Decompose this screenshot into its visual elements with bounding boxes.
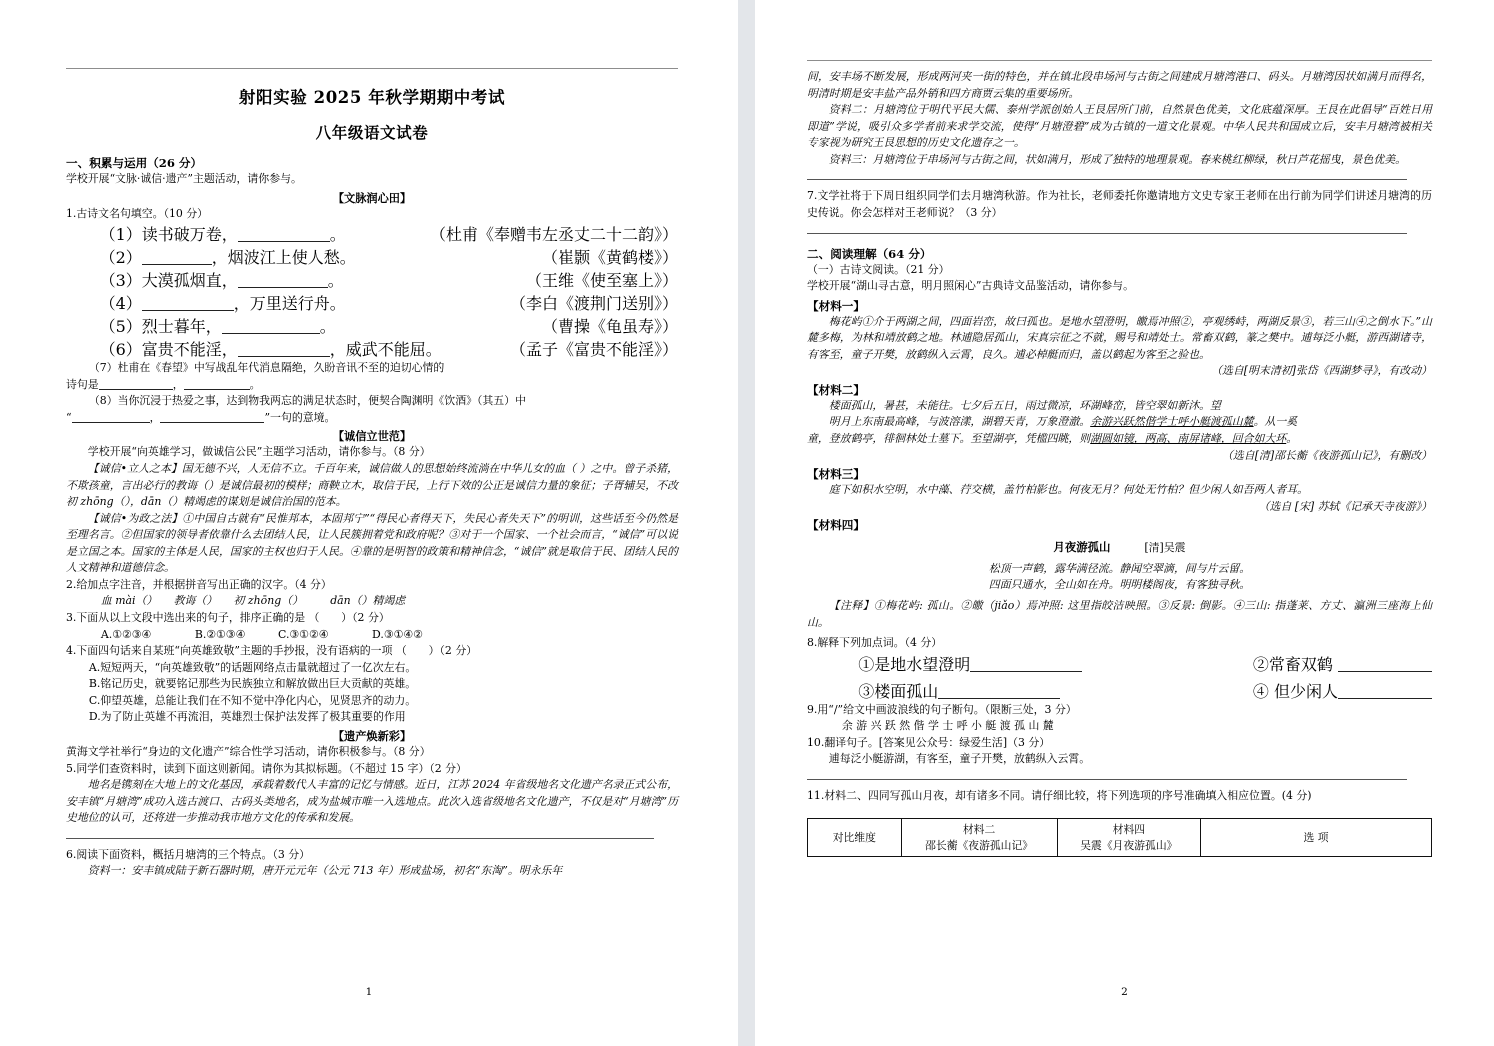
material-2-underlined-sentence-2: 湖圆如镜，两高、南屏诸峰，回合如大环 — [1090, 432, 1287, 445]
q1-item-8-mid: ， — [149, 410, 161, 424]
material-4-poem-line-1: 松顶一声鹤，露华满径流。静闻空翠滴，间与片云留。 — [988, 561, 1251, 575]
q1-item-1-source: （杜甫《奉赠韦左丞丈二十二韵》） — [429, 225, 678, 245]
answer-rule-q6 — [807, 179, 1407, 180]
question-4: 4.下面四句话来自某班“向英雄致敬”主题的手抄报，没有语病的一项 （ ）（2 分） — [66, 644, 478, 658]
q1-item-8-end: ”一句的意境。 — [264, 410, 336, 424]
section-2-intro: 学校开展“湖山寻古意，明月照闲心”古典诗文品鉴活动，请你参与。 — [807, 279, 1134, 293]
q1-item-2 — [66, 245, 678, 268]
table-header-options-line1: 选 项 — [1303, 831, 1329, 845]
material-3-body: 庭下如积水空明，水中藻、荇交横，盖竹柏影也。何夜无月？何处无竹柏？但少闲人如吾两人者耳。 — [828, 483, 1308, 497]
q1-item-5-source: （曹操《龟虽寿》） — [541, 317, 678, 337]
q1-item-4-source: （李白《渡荆门送别》） — [509, 294, 678, 314]
q1-item-2-source: （崔颢《黄鹤楼》） — [541, 248, 678, 268]
material-4-title-line — [807, 539, 1432, 557]
material-2-label: 【材料二】 — [807, 382, 865, 397]
q1-item-2-text: （2） — [99, 248, 142, 268]
q1-item-4 — [66, 291, 678, 314]
question-5-news-body: 地名是镌刻在大地上的文化基因，承载着数代人丰富的记忆与情感。近日，江苏 2024 年省级地名文化遗产名录正式公布，安丰镇“月塘湾”成功入选古渡口、古码头类地名，成为盐城市唯一入选地点。此次入选省级地名文化遗产，不仅是对“月塘湾”历史地位的认可，还将进一步推动我市地方文化的传承和发展。 — [66, 778, 678, 825]
question-5: 5.同学们查资料时，读到下面这则新闻。请你为其拟标题。（不超过 15 字）（2 分） — [66, 761, 467, 775]
question-8-item-2-label: ②常畜双鹤 — [1252, 654, 1338, 674]
q1-item-3-source: （王维《使至塞上》） — [525, 271, 678, 291]
table-header-material4-line1: 材料四 — [1112, 823, 1146, 837]
question-1: 1.古诗文名句填空。（10 分） — [66, 206, 209, 220]
q1-item-7-line2 — [66, 377, 678, 394]
question-8-item-4-label: ④ 但少闲人 — [1252, 681, 1338, 701]
question-4-option-c[interactable]: C.仰望英雄，总能让我们在不知不觉中净化内心，见贤思齐的动力。 — [88, 693, 417, 707]
material-2-line-3 — [807, 431, 1432, 448]
material-3-text: 资料三：月塘湾位于串场河与古街之间，状如满月，形成了独特的地理景观。春来桃红柳绿，秋日芦花摇曳，景色优美。 — [828, 152, 1407, 166]
q1-item-3-text: （3）大漠孤烟直， — [99, 271, 238, 291]
material-2-line-2-a: 明月上东南最高峰，与波溶漾，湖碧天青，万象澄澈。 — [828, 415, 1091, 429]
material-4-poem-author: [清]吴震 — [1144, 541, 1186, 555]
section-2-heading: 二、阅读理解（64 分） — [807, 246, 932, 261]
q1-item-8-line1: （8）当你沉浸于热爱之事，达到物我两忘的满足状态时，便契合陶渊明《饮酒》（其五）中 — [88, 394, 526, 408]
answer-rule-q5 — [66, 838, 654, 839]
question-8: 8.解释下列加点词。（4 分） — [807, 636, 943, 650]
material-2-line-3-a: 童，登放鹤亭，徘徊林处士墓下。至望湖亭，凭槛四眺，则 — [807, 432, 1091, 445]
q1-item-6-blank[interactable] — [238, 356, 330, 357]
material-2-text: 资料二：月塘湾位于明代平民大儒、泰州学派创始人王艮居所门前，自然景色优美，文化底蕴深厚。王艮在此倡导“百姓日用即道”学说，吸引众多学者前来求学交流，使得“月塘澄碧”成为古镇的一道文化景观。中华人民共和国成立后，安丰月塘湾被相关专家视为研究王艮思想的历史文化遗存之一。 — [807, 103, 1432, 150]
question-10-sentence: 逋每泛小艇游湖，有客至，童子开樊，放鹤纵入云霄。 — [828, 752, 1091, 766]
material-2-line-2 — [807, 414, 1432, 431]
material-2-line-1: 楼面孤山，暑甚，未能往。七夕后五日，雨过微凉，环湖峰峦，皆空翠如新沐。望 — [828, 398, 1221, 412]
q1-item-8-prefix: “ — [66, 410, 72, 424]
page-title: 射阳实验 2025 年秋学期期中考试 — [238, 88, 506, 107]
page-subtitle: 八年级语文试卷 — [315, 123, 429, 142]
material-1-label: 【材料一】 — [807, 298, 865, 313]
chengxin-paragraph-2: 【诚信•为政之法】①中国自古就有“民惟邦本，本固邦宁”“得民心者得天下，失民心者失天下”的明训，这些话至今仍然是至理名言。②但国家的领导者依靠什么去团结人民，让人民簇拥着党和政府呢？③对于一个国家、一个社会而言，“诚信”可以说是立国之本。国家的主体是人民，国家的主权也归于人民。④靠的是明智的政策和精神信念，“诚信”就是取信于民、团结人民的人文精神和道德信念。 — [66, 511, 678, 575]
page-2 — [755, 0, 1494, 1046]
q1-item-6 — [66, 337, 678, 360]
material-notes: 【注释】①梅花屿: 孤山。②皦（jiǎo）焉冲照: 这里指皎洁映照。③反景: 倒影。④三山: 指蓬莱、方丈、瀛洲三座海上仙山。 — [807, 598, 1432, 629]
q1-item-8-line2 — [66, 410, 678, 427]
section-2-subheading: （一）古诗文阅读。（21 分） — [807, 262, 950, 276]
chengxin-intro: 学校开展“向英雄学习，做诚信公民”主题学习活动，请你参与。（8 分） — [87, 445, 431, 459]
bracket-heading-yichan: 【遗产焕新彩】 — [332, 728, 412, 743]
question-6-material-1: 资料一：安丰镇成陆于新石器时期，唐开元元年（公元 713 年）形成盐场，初名“东淘”。明永乐年 — [87, 864, 563, 878]
question-8-item-3-blank[interactable] — [938, 698, 1060, 699]
material-1-body: 梅花屿①介于两湖之间，四面岩峦，故曰孤也。是地水望澄明，皦焉冲照②，亭观绣峙，两湖反景③，若三山④之倒水下。”山麓多梅，为林和靖放鹤之地。林逋隐居孤山，宋真宗征之不就，赐号和靖处士。常畜双鹤，篆之樊中。逋每泛小艇，游西湖诸寺，有客至，童子开樊，放鹤纵入云霄，良久。逋必棹艇而归，盖以鹤起为客至之验也。 — [807, 314, 1432, 361]
q1-item-5-tail: 。 — [319, 317, 336, 337]
question-8-item-3-label: ③楼面孤山 — [858, 681, 939, 701]
material-2-line-3-b: 。 — [1286, 432, 1298, 445]
question-8-item-1-blank[interactable] — [970, 671, 1082, 672]
q1-item-7-mid: ， — [172, 377, 184, 391]
table-header-material2-line2: 邵长蘅《夜游孤山记》 — [925, 838, 1034, 852]
question-4-option-d[interactable]: D.为了防止英雄不再流泪，英雄烈士保护法发挥了极其重要的作用 — [88, 710, 406, 724]
material-3-label: 【材料三】 — [807, 467, 865, 482]
q1-item-8-blank-a[interactable] — [72, 422, 150, 423]
table-row — [808, 819, 1432, 857]
yichan-intro: 黄海文学社举行“身边的文化遗产”综合性学习活动，请你积极参与。（8 分） — [66, 744, 431, 758]
table-header-material4 — [1057, 819, 1201, 857]
q1-item-1-tail: 。 — [329, 225, 346, 245]
q1-item-4-tail: ，万里送行舟。 — [233, 294, 346, 314]
q1-item-7-line1: （7）杜甫在《春望》中写战乱年代消息隔绝，久盼音讯不至的迫切心情的 — [88, 361, 445, 375]
q1-item-6-text: （6）富贵不能淫， — [99, 340, 238, 360]
q1-item-7-prefix: 诗句是 — [66, 377, 99, 391]
question-11: 11.材料二、四同写孤山月夜，却有诸多不同。请仔细比较，将下列选项的序号准确填入相应位置。(4 分) — [807, 788, 1312, 802]
question-4-option-b[interactable]: B.铭记历史，就要铭记那些为民族独立和解放做出巨大贡献的英雄。 — [88, 677, 417, 691]
q1-item-2-tail: ，烟波江上使人愁。 — [211, 248, 356, 268]
material-2-source: （选自[清]邵长蘅《夜游孤山记》，有删改） — [1222, 448, 1432, 462]
table-header-options — [1201, 819, 1432, 857]
question-2-pinyin-line: 血 mài（） 教诲（） 初 zhōng（） dān（）精竭虑 — [100, 594, 406, 608]
q1-item-1-text: （1）读书破万卷， — [99, 225, 238, 245]
question-8-row-1 — [807, 652, 1432, 675]
table-header-material2 — [901, 819, 1057, 857]
material-4-label: 【材料四】 — [807, 518, 865, 533]
question-8-item-1-label: ①是地水望澄明 — [858, 654, 971, 674]
material-2-line-2-b: 。从一奚 — [1253, 415, 1298, 429]
q1-item-7-blank-b[interactable] — [184, 389, 250, 390]
material-4-poem-line-2: 四面只通水，全山如在舟。明明楼阁夜，有客独寻秋。 — [988, 578, 1251, 592]
q1-item-6-tail: ，威武不能屈。 — [329, 340, 442, 360]
q1-item-3 — [66, 268, 678, 291]
question-3: 3.下面从以上文段中选出来的句子，排序正确的是 （ ）（2 分） — [66, 611, 390, 624]
q1-item-2-blank[interactable] — [142, 264, 212, 265]
question-8-item-2-blank[interactable] — [1338, 671, 1432, 672]
q1-item-4-text: （4） — [99, 294, 142, 314]
q1-item-3-blank[interactable] — [238, 287, 328, 288]
page-number-2: 2 — [1121, 986, 1128, 998]
page-1 — [0, 0, 738, 1046]
question-6: 6.阅读下面资料，概括月塘湾的三个特点。（3 分） — [66, 847, 311, 861]
chengxin-paragraph-1: 【诚信•立人之本】国无德不兴，人无信不立。千百年来，诚信做人的思想始终流淌在中华儿女的血（ ）之中。曾子杀猪，不欺孩童，言出必行的教诲（）是诚信最初的模样；商鞅立木，取信于民，上行下效的公正是诚信力量的象征；子胥辅吴，不改初 zhōng（），dān（）精竭虑的谋划是诚信治国的范本。 — [66, 461, 678, 509]
material-1-source: （选自[明末清初]张岱《西湖梦寻》，有改动） — [1211, 364, 1432, 378]
table-header-material2-line1: 材料二 — [962, 823, 996, 837]
q1-item-8-blank-b[interactable] — [160, 422, 264, 423]
q1-item-5 — [66, 314, 678, 337]
question-10: 10.翻译句子。[答案见公众号：绿爱生活]（3 分） — [807, 735, 1051, 749]
q1-item-1 — [66, 222, 678, 245]
material-1-continuation: 间，安丰场不断发展，形成两河夹一街的特色，并在镇北段串场河与古街之间建成月塘湾港口、码头。月塘湾因状如满月而得名，明清时期是安丰盐产品外销和四方商贾云集的重要场所。 — [807, 70, 1432, 100]
q1-item-7-blank-a[interactable] — [99, 389, 173, 390]
material-3-source: （选自 [宋] 苏轼《记承天寺夜游》） — [1258, 499, 1432, 513]
q1-item-5-text: （5）烈士暮年， — [99, 317, 222, 337]
question-9: 9.用“/”给文中画波浪线的句子断句。（限断三处，3 分） — [807, 702, 1077, 716]
page1-header-rule — [66, 68, 678, 69]
q1-item-4-blank[interactable] — [142, 310, 234, 311]
q1-item-6-source: （孟子《富贵不能淫》） — [509, 340, 678, 360]
q1-item-7-end: 。 — [249, 377, 261, 391]
page2-header-rule — [807, 60, 1432, 61]
question-4-option-a[interactable]: A.短短两天，“向英雄致敬”的话题网络点击量就超过了一亿次左右。 — [88, 660, 417, 674]
answer-rule-q10 — [807, 779, 1407, 780]
question-9-sentence[interactable]: 余 游 兴 跃 然 偕 学 士 呼 小 艇 渡 孤 山 麓 — [841, 719, 1054, 733]
question-8-item-4-blank[interactable] — [1338, 698, 1432, 699]
answer-rule-q7 — [807, 233, 1407, 234]
table-header-dimension-line1: 对比维度 — [832, 831, 876, 845]
table-header-material4-line2: 吴震《月夜游孤山》 — [1080, 838, 1178, 852]
comparison-table — [807, 818, 1432, 857]
question-8-row-2 — [807, 679, 1432, 702]
material-4-poem-title: 月夜游孤山 — [1053, 540, 1111, 555]
question-7: 7.文学社将于下周日组织同学们去月塘湾秋游。作为社长，老师委托你邀请地方文史专家王老师在出行前为同学们讲述月塘湾的历史传说。你会怎样对王老师说？（3 分） — [807, 189, 1432, 219]
question-2: 2.给加点字注音，并根据拼音写出正确的汉字。（4 分） — [66, 577, 332, 591]
q1-item-1-blank[interactable] — [238, 241, 330, 242]
question-3-options[interactable]: A.①②③④ B.②①③④ C.③①②④ D.③①④② — [100, 627, 423, 641]
section-1-heading: 一、积累与运用（26 分） — [66, 156, 203, 170]
bracket-heading-chengxin: 【诚信立世范】 — [332, 429, 412, 444]
bracket-heading-wenmai: 【文脉润心田】 — [332, 190, 412, 205]
q1-item-5-blank[interactable] — [222, 333, 320, 334]
q1-item-3-tail: 。 — [327, 271, 344, 291]
table-header-dimension — [808, 819, 902, 857]
material-2-underlined-sentence-1: 余游兴跃然偕学士呼小艇渡孤山麓 — [1090, 415, 1254, 429]
page-number-1: 1 — [365, 986, 373, 998]
section-1-intro: 学校开展“文脉·诚信·遗产”主题活动，请你参与。 — [66, 172, 302, 185]
